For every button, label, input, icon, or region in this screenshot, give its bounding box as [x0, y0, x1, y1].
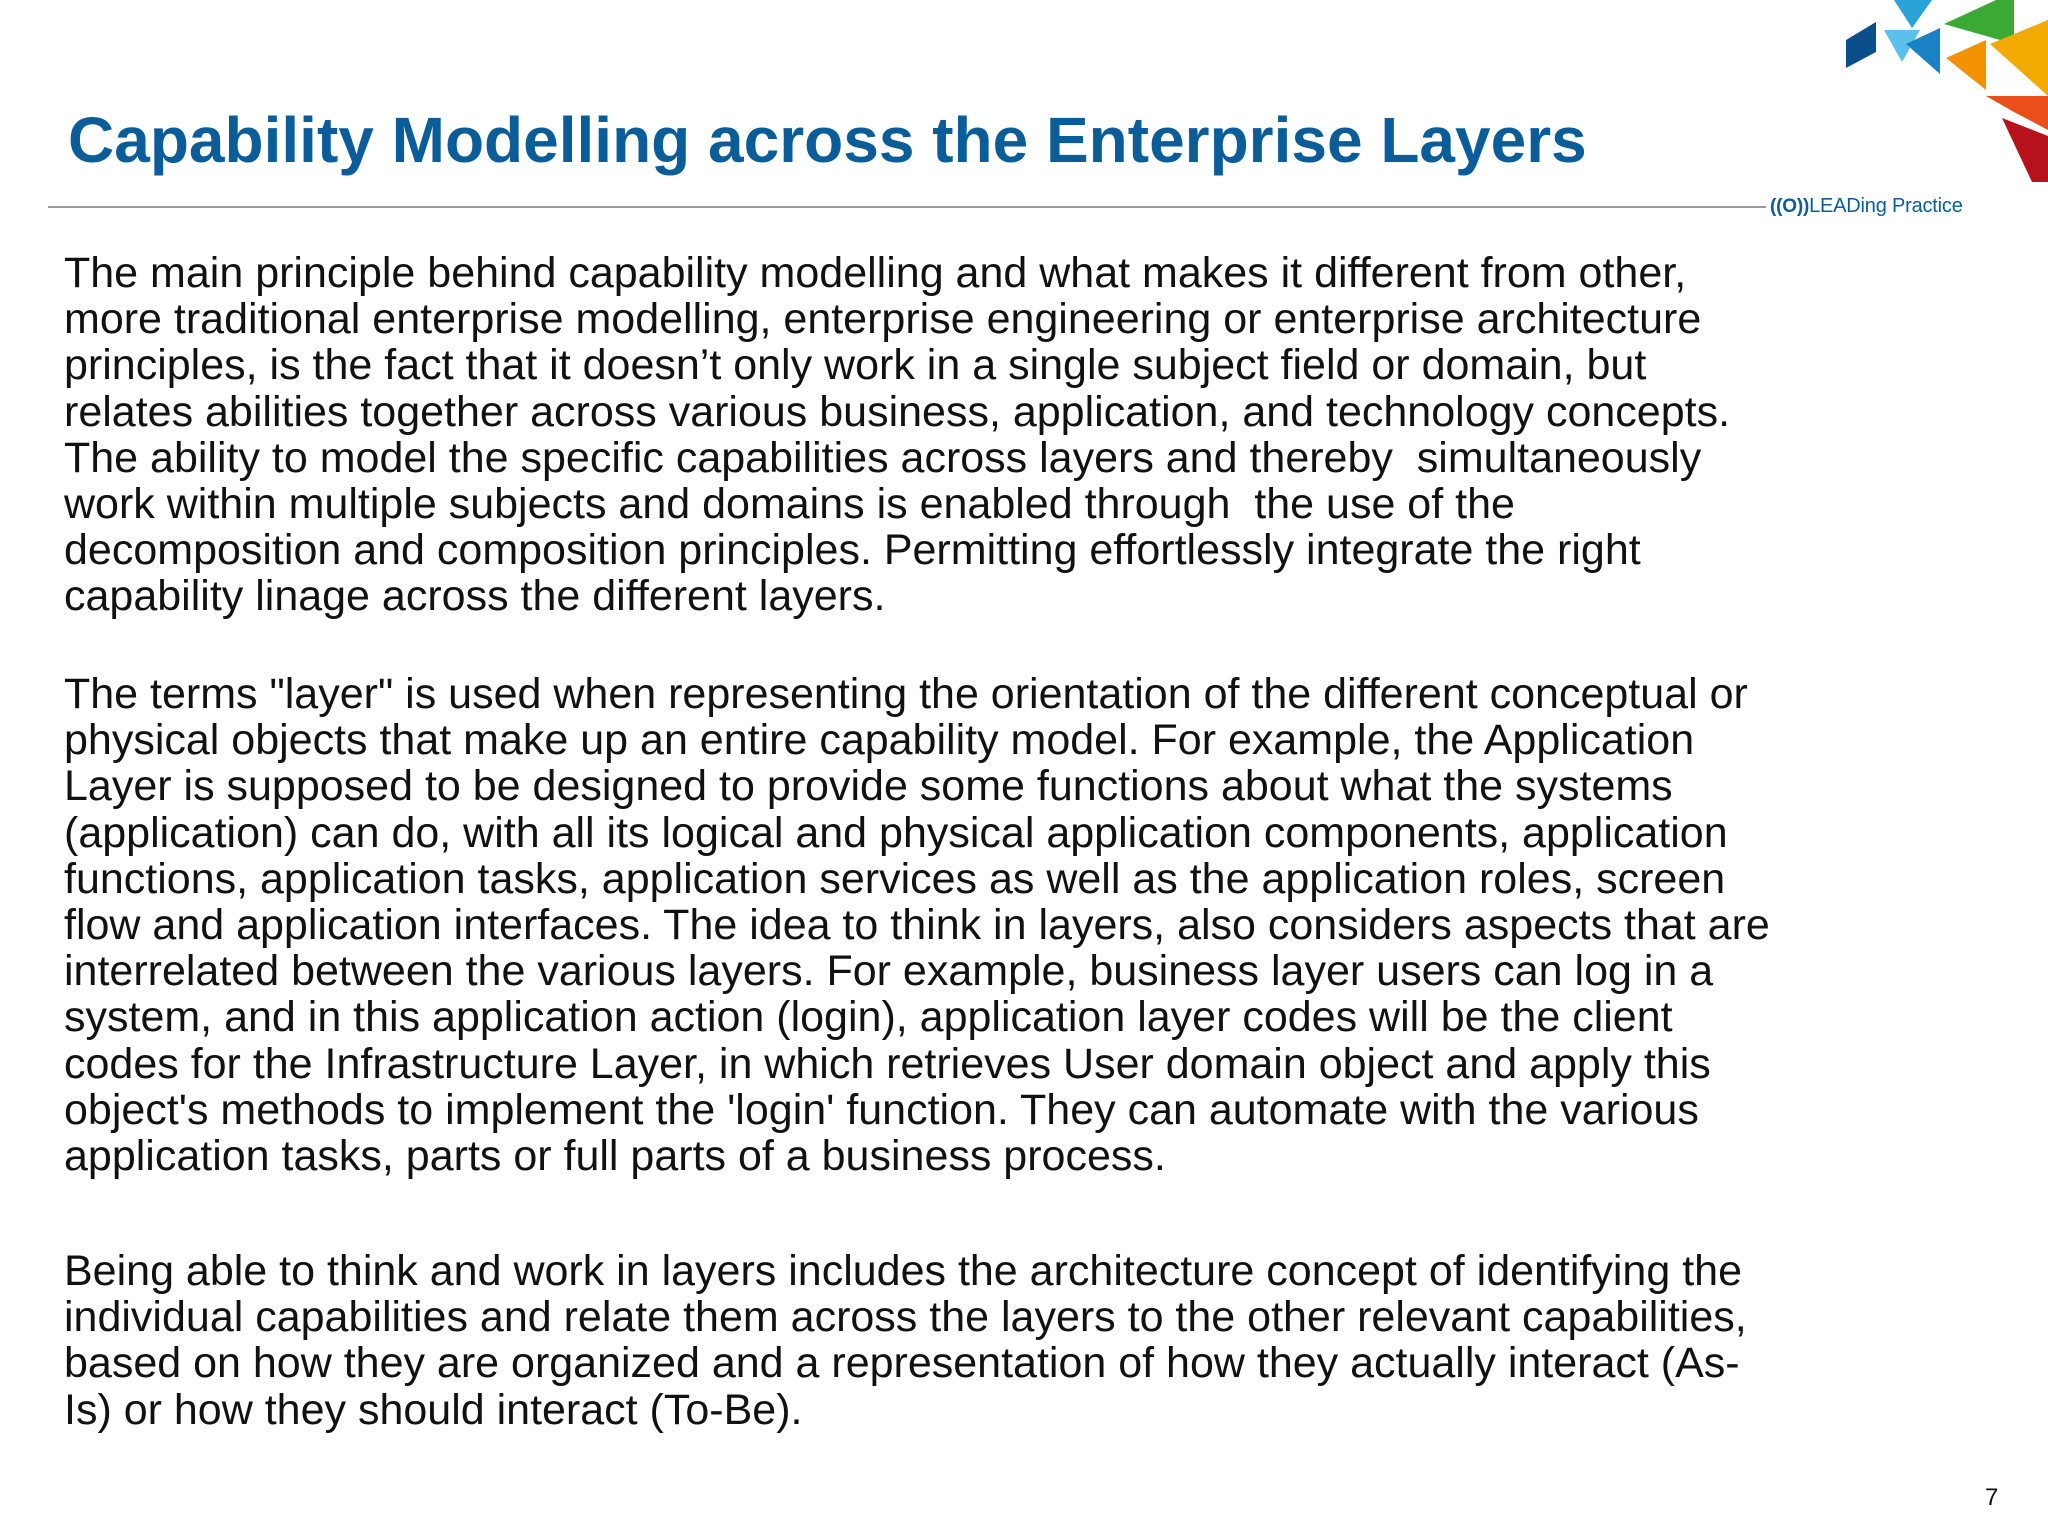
brand-label [1770, 193, 1963, 220]
paragraph-line: Is) or how they should interact (To-Be). [64, 1385, 803, 1434]
paragraph-line: (application) can do, with all its logical and physical application components, application [64, 808, 1728, 857]
paragraph-line: The ability to model the specific capabilities across layers and thereby simultaneously [64, 433, 1702, 482]
brand-name: LEADing Practice [1809, 195, 1963, 217]
logo-shape-orange-left [1946, 40, 1986, 90]
paragraph-line: flow and application interfaces. The idea to think in layers, also considers aspects that are [64, 901, 1770, 950]
paragraph-line: work within multiple subjects and domains is enabled through the use of the [64, 480, 1515, 529]
paragraph-line: relates abilities together across various business, application, and technology concepts. [64, 387, 1731, 436]
title-divider [48, 206, 1766, 208]
paragraph-line: The terms "layer" is used when representing the orientation of the different conceptual or [64, 670, 1748, 718]
brand-mark: ((O)) [1770, 196, 1810, 217]
paragraph-line: physical objects that make up an entire capability model. For example, the Application [64, 716, 1695, 765]
paragraph-line: more traditional enterprise modelling, enterprise engineering or enterprise architecture [64, 295, 1702, 344]
paragraph-line: individual capabilities and relate them across the layers to the other relevant capabilities, [64, 1293, 1747, 1342]
paragraph-line: interrelated between the various layers. For example, business layer users can log in a [64, 947, 1714, 996]
slide-title: Capability Modelling across the Enterprise Layers [68, 104, 1587, 176]
paragraph-line: codes for the Infrastructure Layer, in which retrieves User domain object and apply this [64, 1039, 1711, 1088]
logo-shape-red [2002, 118, 2048, 182]
paragraph-line: functions, application tasks, application services as well as the application roles, screen [64, 854, 1726, 903]
logo-shape-light-blue-top [1894, 0, 1932, 28]
paragraph-3 [64, 1248, 2014, 1433]
paragraph-1 [64, 250, 2014, 620]
paragraph-line: Being able to think and work in layers includes the architecture concept of identifying the [64, 1247, 1742, 1295]
paragraph-line: principles, is the fact that it doesn’t only work in a single subject field or domain, but [64, 341, 1647, 390]
paragraph-line: system, and in this application action (login), application layer codes will be the client [64, 993, 1673, 1042]
paragraph-2 [64, 671, 2014, 1179]
paragraph-line: The main principle behind capability modelling and what makes it different from other, [64, 249, 1687, 297]
paragraph-line: capability linage across the different layers. [64, 572, 886, 621]
leading-practice-logo-icon [1836, 0, 2048, 182]
paragraph-line: object's methods to implement the 'login' function. They can automate with the various [64, 1085, 1699, 1134]
paragraph-line: application tasks, parts or full parts of a business process. [64, 1132, 1166, 1181]
paragraph-line: based on how they are organized and a representation of how they actually interact (As- [64, 1339, 1740, 1388]
logo-shape-green [1944, 0, 2014, 44]
page-number: 7 [1985, 1484, 1999, 1511]
paragraph-line: decomposition and composition principles. Permitting effortlessly integrate the right [64, 526, 1641, 575]
logo-shape-navy [1846, 22, 1876, 68]
paragraph-line: Layer is supposed to be designed to provide some functions about what the systems [64, 762, 1673, 811]
